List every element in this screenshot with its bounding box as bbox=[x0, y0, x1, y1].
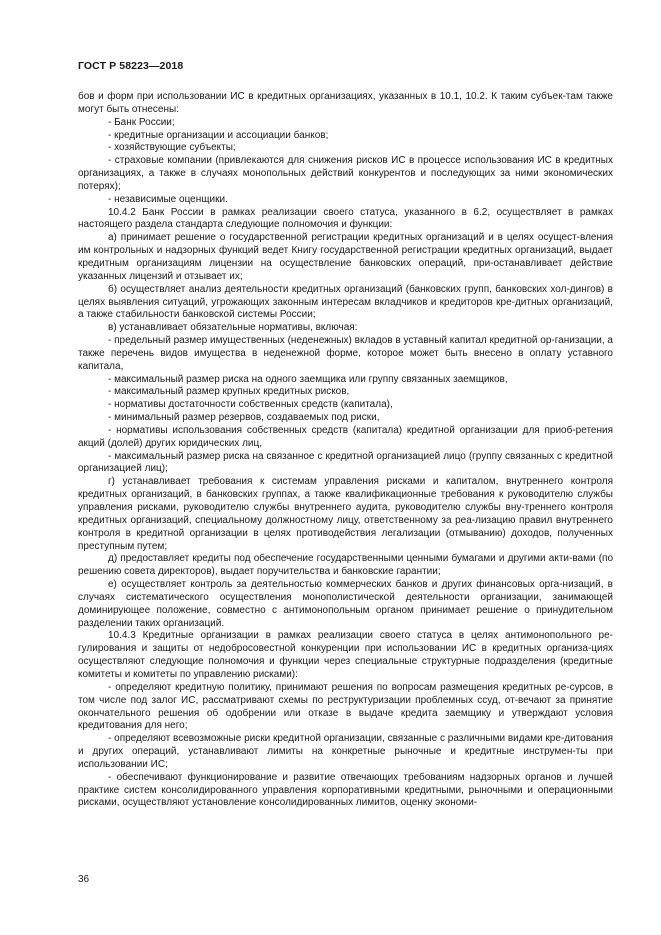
paragraph: - обеспечивают функционирование и развитие отвечающих требованиям надзорных органов и лучшей практике систем консолидированного управления корпоративными кредитными, рыночными и операционными рисками, осуществляют установление консолидированных лимитов, оценку экономи- bbox=[78, 771, 613, 809]
paragraph: е) осуществляет контроль за деятельностью коммерческих банков и других финансовых орга-низаций, в случаях систематического осуществления монополистической деятельности организации, занимающей доминирующее положение, совместно с антимонопольным органом принимает решение о принудительном разделении таких организаций. bbox=[78, 579, 613, 629]
paragraph: - максимальный размер риска на связанное с кредитной организацией лицо (группу связанных с кредитной организацией лиц); bbox=[78, 450, 613, 475]
page-number: 36 bbox=[78, 874, 90, 885]
paragraph: - страховые компании (привлекаются для снижения рисков ИС в процессе использования ИС в кредитных организациях, а также в случаях монопольных действий конкурентов и последующих за ними экономических потерях); bbox=[78, 155, 613, 192]
paragraph: - определяют кредитную политику, принимают решения по вопросам размещения кредитных ре-сурсов, в том числе под залог ИС, рассматривают схемы по реструктуризации проблемных ссуд, от-вечают за принятие окончательного решения об одобрении или отказе в выдаче кредита заемщику и утверждают условия кредитования для него; bbox=[78, 681, 613, 732]
document-body bbox=[78, 91, 613, 810]
paragraph: - предельный размер имущественных (неденежных) вкладов в уставный капитал кредитной ор-ганизации, а также перечень видов имущества в неденежной форме, которое может быть внесено в оплату уставного капитала, bbox=[78, 335, 613, 372]
paragraph: д) предоставляет кредиты под обеспечение государственными ценными бумагами и другими акти-вами (по решению совета директоров), выдает поручительства и банковские гарантии; bbox=[78, 553, 613, 578]
paragraph: - максимальный размер крупных кредитных рисков, bbox=[108, 386, 350, 398]
paragraph: а) принимает решение о государственной регистрации кредитных организаций и в целях осущест-вления им контрольных и надзорных функций ведет Книгу государственной регистрации кредитных организаций, выдает кредитным организациям лицензии на осуществление банковских операций, при-останавливает действие указанных лицензий и отзывает их; bbox=[78, 232, 613, 282]
paragraph: - определяют всевозможные риски кредитной организации, связанные с различными видами кре-дитования и других операций, устанавливают лимиты на конкретные рыночные и кредитные инструмен-ты при использовании ИС; bbox=[78, 733, 613, 770]
paragraph: - кредитные организации и ассоциации банков; bbox=[108, 129, 329, 141]
paragraph: в) устанавливает обязательные нормативы, включая: bbox=[108, 322, 358, 334]
paragraph: - Банк России; bbox=[108, 116, 175, 128]
paragraph: 10.4.2 Банк России в рамках реализации своего статуса, указанного в 6.2, осуществляет в рамках настоящего раздела стандарта следующие полномочия и функции: bbox=[78, 206, 613, 231]
paragraph: бов и форм при использовании ИС в кредитных организациях, указанных в 10.1, 10.2. К таким субъек-там также могут быть отнесены: bbox=[78, 91, 613, 115]
paragraph: г) устанавливает требования к системам управления рисками и капиталом, внутреннего контроля кредитных организаций, в банковских группах, а также квалификационные требования к руководителю службы управления рисками, руководителю службы внутреннего аудита, руководителю службы вну-треннего контроля кредитных организаций, специальному должностному лицу, ответственному за реа-лизацию правил внутреннего контроля в кредитной организации в целях противодействия легализации (отмыванию) доходов, полученных преступным путем; bbox=[78, 476, 613, 552]
paragraph: б) осуществляет анализ деятельности кредитных организаций (банковских групп, банковских хол-дингов) в целях выявления ситуаций, угрожающих законным интересам вкладчиков и кредиторов кре-дитных организаций, а также стабильности банковской системы России; bbox=[78, 283, 613, 321]
paragraph: - хозяйствующие субъекты; bbox=[108, 142, 236, 154]
paragraph: - нормативы использования собственных средств (капитала) кредитной организации для приоб-ретения акций (долей) других юридических лиц, bbox=[78, 424, 613, 449]
paragraph: - нормативы достаточности собственных средств (капитала), bbox=[108, 399, 393, 411]
paragraph: - независимые оценщики. bbox=[108, 193, 228, 205]
document-header: ГОСТ Р 58223—2018 bbox=[78, 60, 184, 72]
paragraph: - максимальный размер риска на одного заемщика или группу связанных заемщиков, bbox=[108, 373, 508, 385]
paragraph: - минимальный размер резервов, создаваемых под риски, bbox=[108, 412, 380, 424]
paragraph: 10.4.3 Кредитные организации в рамках реализации своего статуса в целях антимонопольного ре-гулирования и защиты от недобросовестной конкуренции при использовании ИС в кредитных организа-циях осуществляют следующие полномочия и функции через специальные структурные подразделения (кредитные комитеты и комитеты по управлению рисками): bbox=[78, 630, 613, 680]
